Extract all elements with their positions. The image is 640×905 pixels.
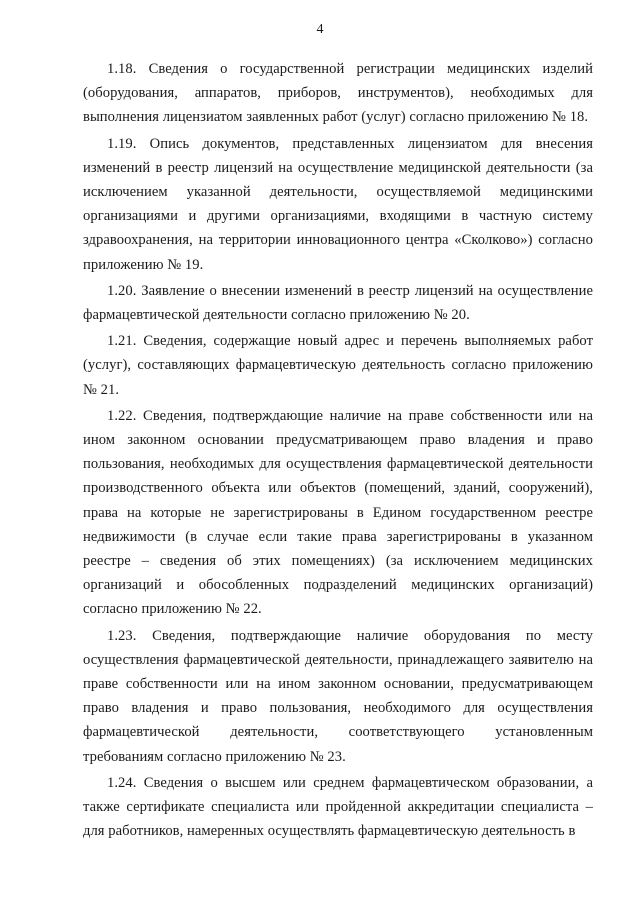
paragraph-1-21: 1.21. Сведения, содержащие новый адрес и перечень выполняемых работ (услуг), составляющих фармацевтическую деятельность согласно приложению № 21. [83,333,593,398]
paragraph-1-23: 1.23. Сведения, подтверждающие наличие оборудования по месту осуществления фармацевтической деятельности, принадлежащего заявителю на праве собственности или на ином законном основании, предусматривающем право владения и право пользования, необходимого для осуществления фармацевтической деятельности, соответствующего установленным требованиям согласно приложению № 23. [83,627,593,765]
paragraph-1-18: 1.18. Сведения о государственной регистрации медицинских изделий (оборудования, аппаратов, приборов, инструментов), необходимых для выполнения лицензиатом заявленных работ (услуг) согласно приложению № 18. [83,61,593,126]
paragraph-1-19: 1.19. Опись документов, представленных лицензиатом для внесения изменений в реестр лицензий на осуществление медицинской деятельности (за исключением указанной деятельности, осуществляемой медицинскими организациями и другими организациями, входящими в частную систему здравоохранения, на территории инновационного центра «Сколково») согласно приложению № 19. [83,135,593,273]
document-body [83,57,593,846]
paragraph-1-20: 1.20. Заявление о внесении изменений в реестр лицензий на осуществление фармацевтической деятельности согласно приложению № 20. [83,282,593,324]
page-number: 4 [316,22,324,37]
paragraph-1-24: 1.24. Сведения о высшем или среднем фармацевтическом образовании, а также сертификате специалиста или пройденной аккредитации специалиста – для работников, намеренных осуществлять фармацевтическую деятельность в [83,774,593,840]
paragraph-1-22: 1.22. Сведения, подтверждающие наличие на праве собственности или на ином законном основании предусматривающем право владения и право пользования, необходимых для осуществления фармацевтической деятельности производственного объекта или объектов (помещений, зданий, сооружений), права на которые не зарегистрированы в Едином государственном реестре недвижимости (в случае если такие права зарегистрированы в указанном реестре – сведения об этих помещениях) (за исключением медицинских организаций и обособленных подразделений медицинских организаций) согласно приложению № 22. [83,407,593,618]
